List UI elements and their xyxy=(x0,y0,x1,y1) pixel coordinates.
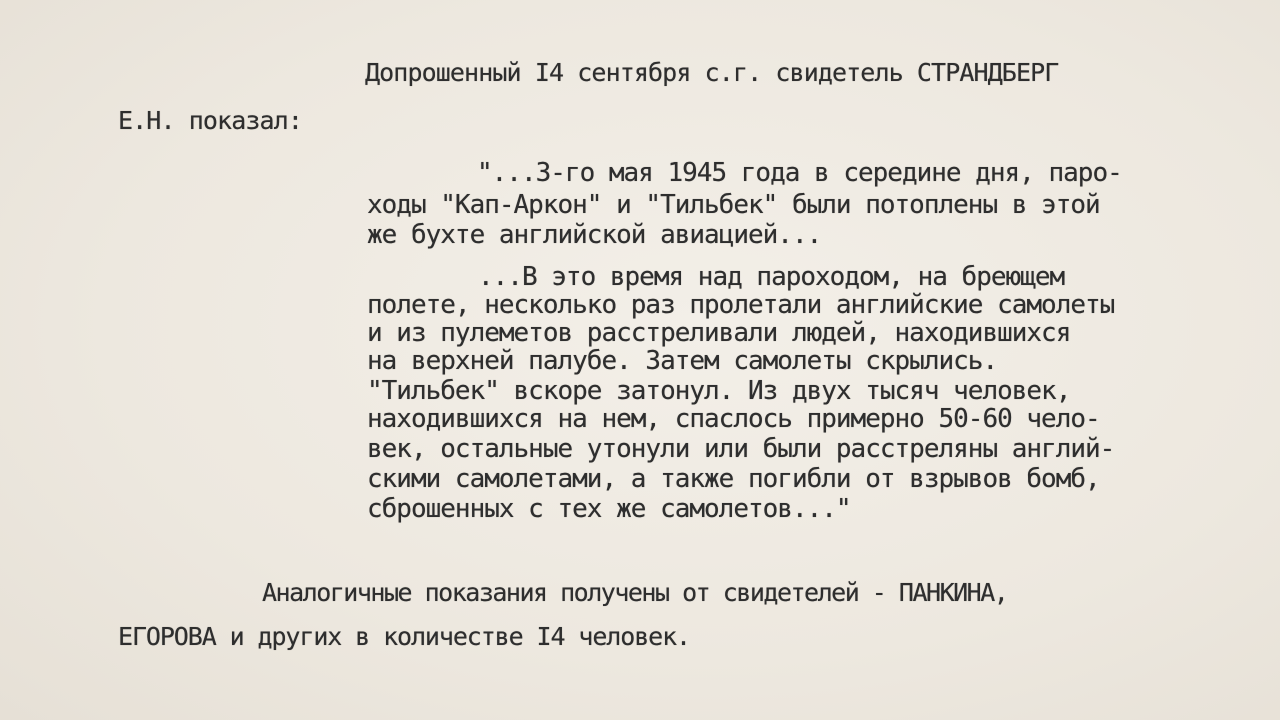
closing-line-2: ЕГОРОВА и других в количестве I4 человек. xyxy=(118,622,691,651)
intro-line-1: Допрошенный I4 сентября с.г. свидетель СТРАНДБЕРГ xyxy=(365,58,1059,87)
quote-2-line: находившихся на нем, спаслось примерно 50-60 чело- xyxy=(367,404,1100,434)
intro-line-2: Е.Н. показал: xyxy=(118,106,302,135)
quote-2-line: ...В это время над пароходом, на бреющем xyxy=(478,262,1065,292)
quote-2-line: "Тильбек" вскоре затонул. Из двух тысяч человек, xyxy=(367,376,1071,406)
quote-2-line: и из пулеметов расстреливали людей, находившихся xyxy=(367,318,1071,348)
quote-2-line: сброшенных с тех же самолетов..." xyxy=(367,494,851,524)
quote-2-line: век, остальные утонули или были расстреляны англий- xyxy=(367,434,1115,464)
quote-1-line: "...3-го мая 1945 года в середине дня, паро- xyxy=(477,158,1122,188)
quote-2-line: скими самолетами, а также погибли от взрывов бомб, xyxy=(367,464,1100,494)
quote-2-line: полете, несколько раз пролетали английские самолеты xyxy=(367,290,1115,320)
closing-line-1: Аналогичные показания получены от свидетелей - ПАНКИНА, xyxy=(262,578,1008,607)
quote-2-line: на верхней палубе. Затем самолеты скрылись. xyxy=(367,346,998,376)
quote-1-line: ходы "Кап-Аркон" и "Тильбек" были потоплены в этой xyxy=(367,190,1100,220)
quote-1-line: же бухте английской авиацией... xyxy=(367,220,822,250)
